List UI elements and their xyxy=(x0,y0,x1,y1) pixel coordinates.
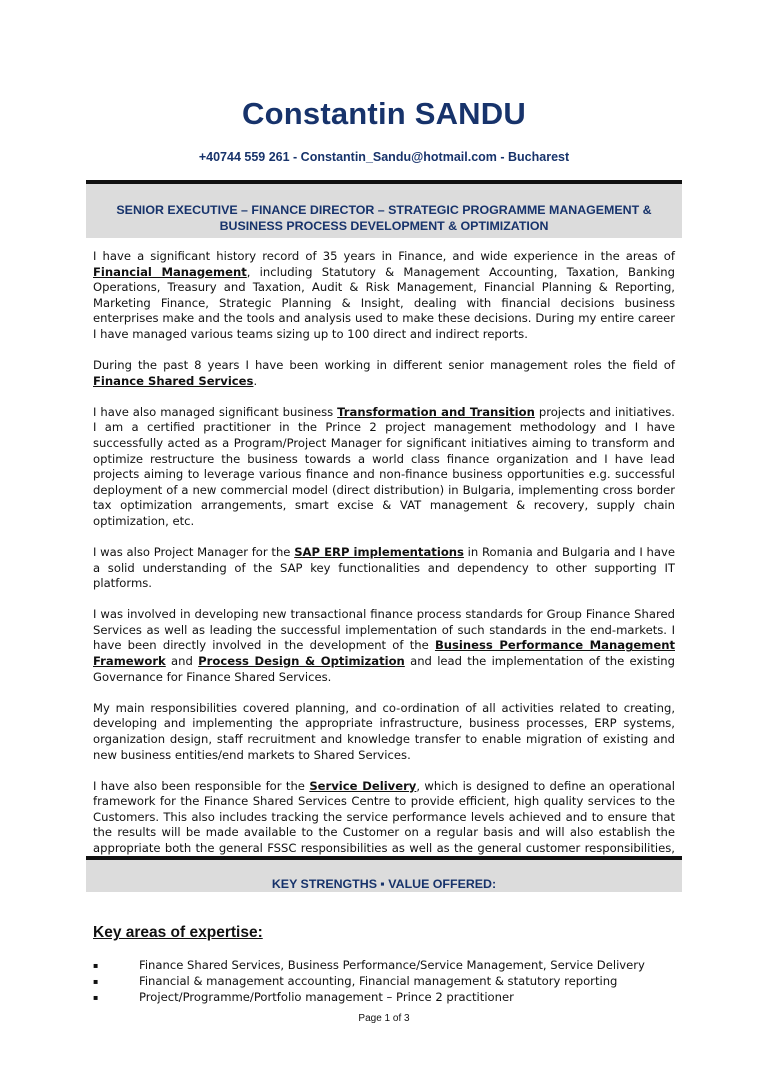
highlight-finance-shared-services: Finance Shared Services xyxy=(93,373,254,388)
summary-paragraph-5: I was involved in developing new transactional finance process standards for Group Finance Shared Services as well as leading the successful implementation of such standards in the end-markets. I have been directly involved in the development of the Business Performance Management Framework and Process Design & Optimization and lead the implementation of the existing Governance for Finance Shared Services. xyxy=(93,607,676,684)
profile-title xyxy=(86,202,682,234)
profile-title-line1: SENIOR EXECUTIVE – FINANCE DIRECTOR – STRATEGIC PROGRAMME MANAGEMENT & xyxy=(116,203,652,217)
summary-body xyxy=(93,249,675,888)
summary-paragraph-6: My main responsibilities covered planning, and co-ordination of all activities related to creating, developing and implementing the appropriate infrastructure, business processes, ERP systems, organization design, staff recruitment and knowledge transfer to enable migration of existing and new business entities/end markets to Shared Services. xyxy=(93,700,675,762)
list-item: ▪ Project/Programme/Portfolio management – Prince 2 practitioner xyxy=(93,989,514,1004)
summary-paragraph-3: I have also managed significant business Transformation and Transition projects and initiatives. I am a certified practitioner in the Prince 2 project management methodology and I have successfully acted as a Program/Project Manager for significant initiatives aiming to transform and optimize restructure the business towards a world class finance organization and I have lead projects aiming to leverage various finance and non-finance business opportunities e.g. successful deployment of a new commercial model (direct distribution) in Bulgaria, implementing cross border tax optimization arrangements, smart excise & VAT management & recovery, supply chain optimization, etc. xyxy=(93,404,675,528)
contact-line: +40744 559 261 - Constantin_Sandu@hotmail.com - Bucharest xyxy=(198,150,570,164)
square-bullet-icon: ▪ xyxy=(93,976,99,986)
candidate-name: Constantin SANDU xyxy=(242,96,526,131)
summary-paragraph-7: I have also been responsible for the Service Delivery, which is designed to define an operational framework for the Finance Shared Services Centre to provide efficient, high quality services to the Customers. This also includes tracking the service performance levels achieved and to ensure that the results will be made available to the Customer on a regular basis and will also establish the appropriate both the general FSSC responsibilities as well as the general customer responsibilities, xyxy=(93,778,675,855)
highlight-transformation: Transformation and Transition xyxy=(337,404,535,419)
profile-title-line2: BUSINESS PROCESS DEVELOPMENT & OPTIMIZATION xyxy=(219,219,549,233)
highlight-service-delivery: Service Delivery xyxy=(309,778,417,793)
summary-paragraph-2: During the past 8 years I have been working in different senior management roles the field of Finance Shared Services. xyxy=(93,358,675,388)
highlight-process-design: Process Design & Optimization xyxy=(198,654,405,669)
summary-paragraph-4: I was also Project Manager for the SAP ERP implementations in Romania and Bulgaria and I have a solid understanding of the SAP key functionalities and dependency to other supporting IT platforms. xyxy=(93,545,675,591)
list-item: ▪ Financial & management accounting, Financial management & statutory reporting xyxy=(93,973,618,988)
expertise-list xyxy=(93,958,693,1005)
strengths-title xyxy=(86,876,682,892)
page-footer: Page 1 of 3 xyxy=(358,1013,410,1024)
summary-paragraph-1: I have a significant history record of 35 years in Finance, and wide experience in the areas of Financial Management, including Statutory & Management Accounting, Taxation, Banking Operations, Treasury and Taxation, Audit & Risk Management, Financial Planning & Reporting, Marketing Finance, Strategic Planning & Insight, dealing with financial decisions business enterprises make and the tools and analysis used to make these decisions. During my entire career I have managed various teams sizing up to 100 direct and indirect reports. xyxy=(93,249,675,341)
highlight-business-performance: Business Performance Management Framework xyxy=(93,638,675,669)
highlight-financial-management: Financial Management xyxy=(93,264,247,279)
list-item: ▪ Finance Shared Services, Business Performance/Service Management, Service Delivery xyxy=(93,958,645,972)
highlight-sap-erp: SAP ERP implementations xyxy=(294,545,464,559)
square-bullet-icon: ▪ xyxy=(93,992,99,1002)
expertise-heading: Key areas of expertise: xyxy=(93,924,263,941)
strengths-title-b: VALUE OFFERED: xyxy=(388,877,497,891)
square-bullet-icon: ▪ xyxy=(93,961,99,970)
square-bullet-icon: ▪ xyxy=(380,877,385,891)
strengths-title-a: KEY STRENGTHS xyxy=(271,877,377,891)
